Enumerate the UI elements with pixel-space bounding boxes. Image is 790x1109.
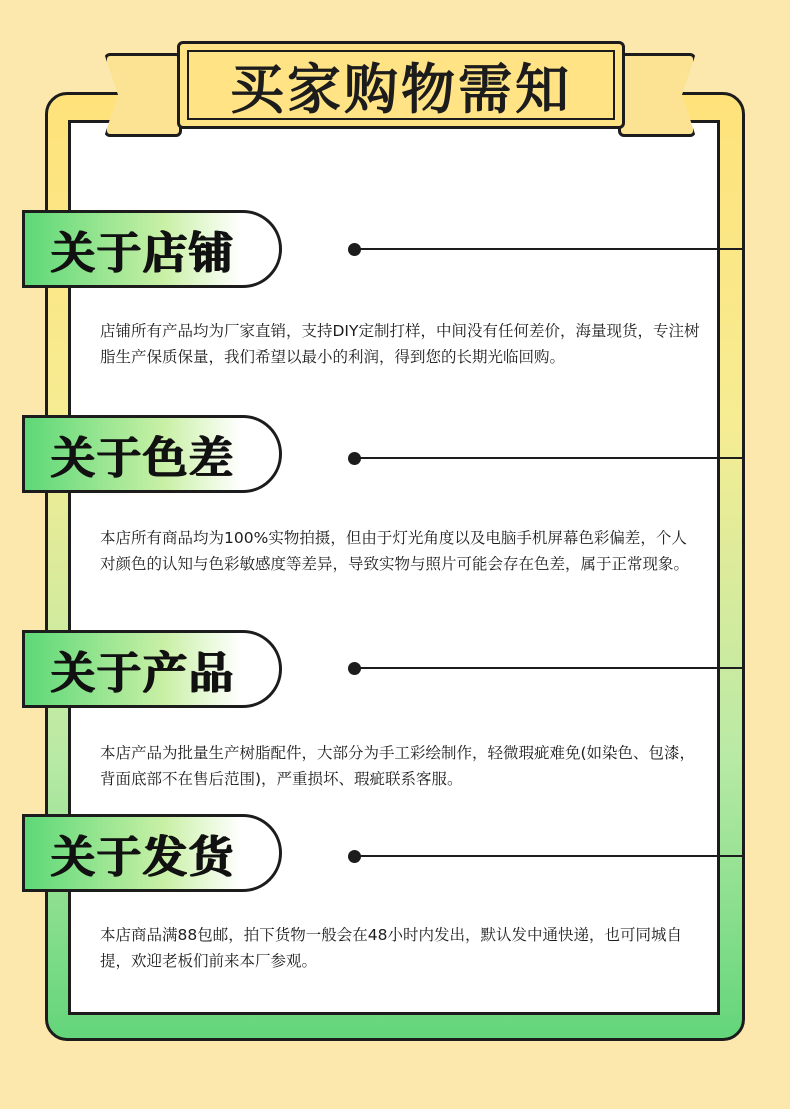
divider-line	[355, 855, 745, 857]
section-body-color: 本店所有商品均为100%实物拍摄，但由于灯光角度以及电脑手机屏幕色彩偏差，个人对颜色的认知与色彩敏感度等差异，导致实物与照片可能会存在色差，属于正常现象。	[100, 529, 690, 573]
section-heading: 关于色差	[51, 433, 235, 484]
divider-line	[355, 248, 745, 250]
title-banner	[177, 41, 625, 129]
section-header-shipping	[22, 814, 282, 892]
section-heading: 关于产品	[51, 648, 235, 699]
divider-line	[355, 667, 745, 669]
section-header-product	[22, 630, 282, 708]
section-body-shipping: 本店商品满88包邮，拍下货物一般会在48小时内发出，默认发中通快递，也可同城自提，欢迎老板们前来本厂参观。	[100, 926, 682, 970]
section-heading: 关于发货	[51, 832, 235, 883]
page-title: 买家购物需知	[187, 50, 615, 120]
section-header-store	[22, 210, 282, 288]
divider-line	[355, 457, 745, 459]
section-heading: 关于店铺	[51, 228, 235, 279]
section-header-color	[22, 415, 282, 493]
section-body-store: 店铺所有产品均为厂家直销，支持DIY定制打样，中间没有任何差价，海量现货，专注树脂生产保质保量，我们希望以最小的利润，得到您的长期光临回购。	[100, 322, 700, 366]
section-body-product: 本店产品为批量生产树脂配件，大部分为手工彩绘制作，轻微瑕疵难免(如染色、包漆，背面底部不在售后范围)，严重损坏、瑕疵联系客服。	[100, 744, 696, 788]
